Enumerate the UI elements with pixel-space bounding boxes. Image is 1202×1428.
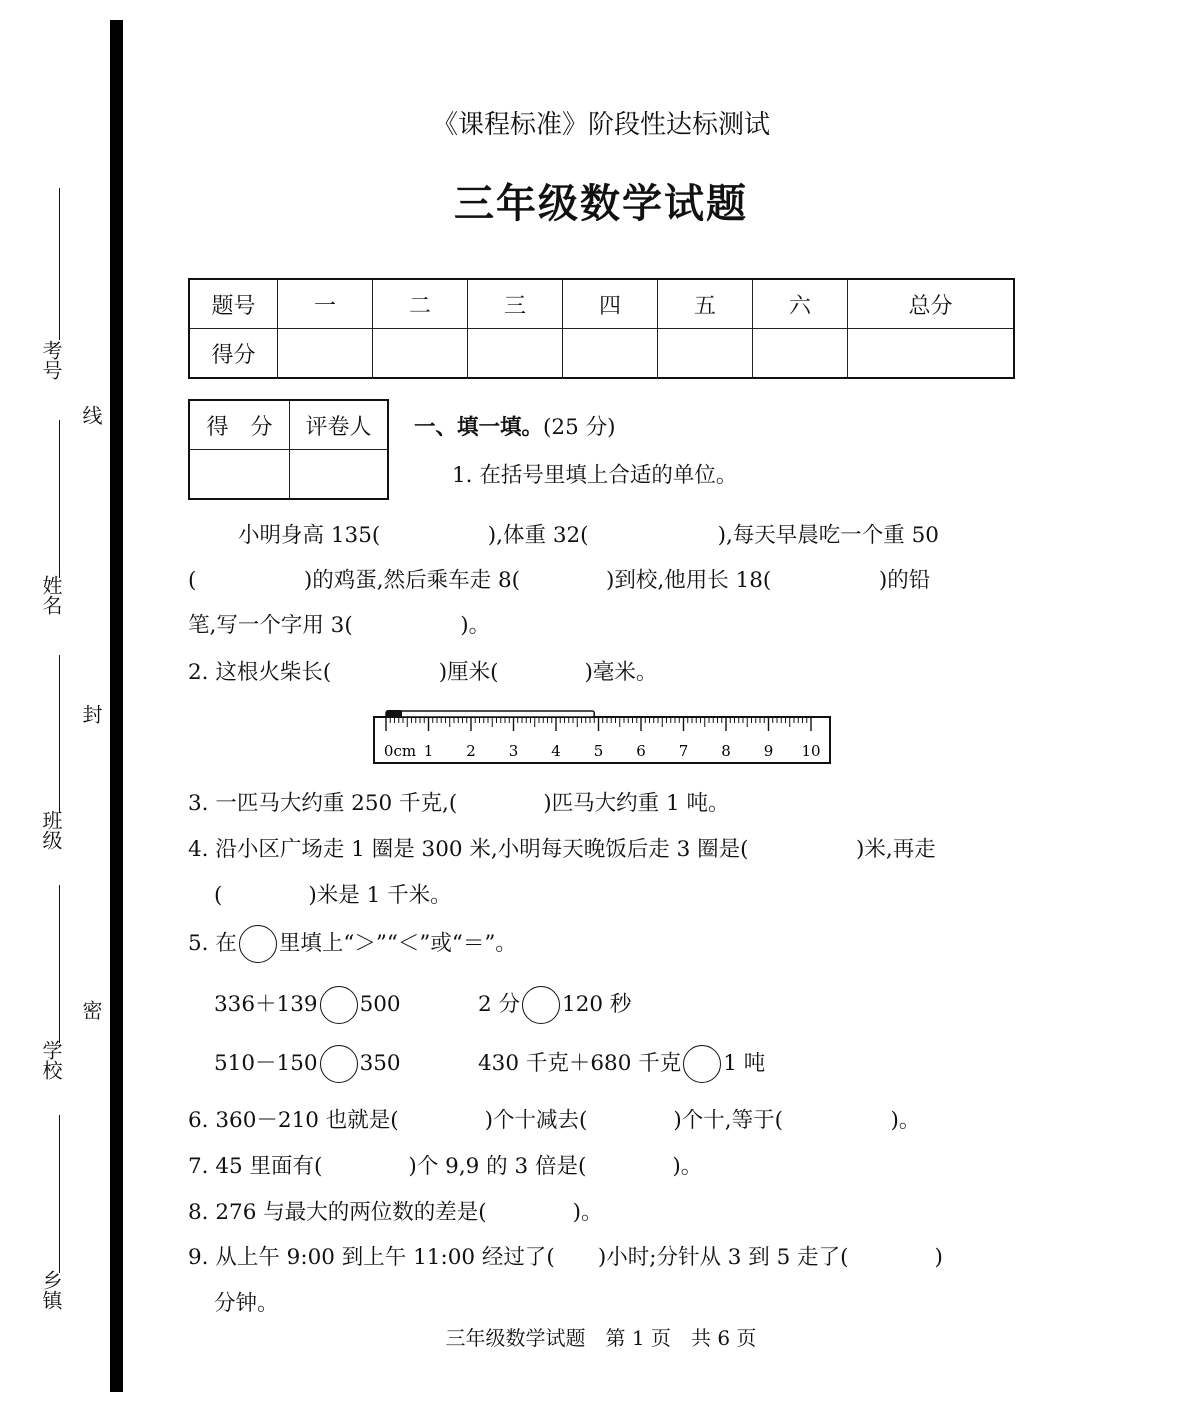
- name-line: [59, 420, 60, 578]
- score-cell-header: 三: [468, 279, 563, 329]
- question-1-line-2: ( )的鸡蛋,然后乘车走 8( )到校,他用长 18( )的铅: [188, 568, 931, 593]
- class-label: 班级: [39, 810, 63, 850]
- page-footer: 三年级数学试题 第 1 页 共 6 页: [445, 1326, 757, 1350]
- matchstick-head: [386, 710, 402, 718]
- compare-item-d: [478, 1045, 765, 1083]
- score-cell-header: 总分: [848, 279, 1015, 329]
- compare-item-a: [214, 986, 401, 1024]
- grader-name-blank[interactable]: [290, 450, 389, 500]
- ruler-label: 7: [678, 742, 689, 760]
- question-1-line-3: 笔,写一个字用 3( )。: [188, 613, 491, 638]
- question-3: 3. 一匹马大约重 250 千克,( )匹马大约重 1 吨。: [188, 791, 730, 816]
- compare-item-b: [478, 986, 631, 1024]
- score-cell-blank[interactable]: [563, 329, 658, 379]
- score-cell-blank[interactable]: [848, 329, 1015, 379]
- ruler-label: 3: [508, 742, 519, 760]
- question-1-line-1: 小明身高 135( ),体重 32( ),每天早晨吃一个重 50: [238, 523, 939, 548]
- exam-title: 三年级数学试题: [454, 180, 748, 227]
- question-4-line-1: 4. 沿小区广场走 1 圈是 300 米,小明每天晚饭后走 3 圈是( )米,再走: [188, 837, 936, 862]
- question-9-line-1: 9. 从上午 9:00 到上午 11:00 经过了( )小时;分针从 3 到 5 走了( ): [188, 1245, 943, 1270]
- class-line: [59, 655, 60, 813]
- exam-subtitle: 《课程标准》阶段性达标测试: [431, 110, 770, 140]
- compare-d-right: 1 吨: [723, 1051, 766, 1076]
- seal-mark-feng: 封: [79, 704, 103, 724]
- grader-score-header: 得 分: [189, 400, 290, 450]
- ruler-label: 5: [593, 742, 604, 760]
- compare-circle-d[interactable]: [683, 1045, 721, 1083]
- question-1-stem: 1. 在括号里填上合适的单位。: [452, 463, 738, 488]
- score-cell-blank[interactable]: [278, 329, 373, 379]
- compare-b-left: 2 分: [478, 992, 521, 1017]
- compare-a-left: 336＋139: [214, 992, 318, 1017]
- score-cell-blank[interactable]: [658, 329, 753, 379]
- score-cell-header: 一: [278, 279, 373, 329]
- score-cell-blank[interactable]: [753, 329, 848, 379]
- compare-a-right: 500: [359, 992, 401, 1017]
- score-cell-header: 题号: [189, 279, 278, 329]
- score-cell-blank[interactable]: [373, 329, 468, 379]
- town-line: [59, 1115, 60, 1273]
- circle-symbol: [239, 925, 277, 963]
- grader-score-blank[interactable]: [189, 450, 290, 500]
- grader-table: [188, 399, 389, 500]
- score-table: [188, 278, 1015, 379]
- score-cell-blank[interactable]: [468, 329, 563, 379]
- question-7: 7. 45 里面有( )个 9,9 的 3 倍是( )。: [188, 1154, 703, 1179]
- grader-name-header: 评卷人: [290, 400, 389, 450]
- question-9-line-2: 分钟。: [214, 1291, 279, 1316]
- score-table-score-row: [189, 329, 1014, 379]
- school-line: [59, 885, 60, 1043]
- question-8: 8. 276 与最大的两位数的差是( )。: [188, 1200, 603, 1225]
- town-label: 乡镇: [39, 1270, 63, 1310]
- seal-mark-mi: 密: [79, 1000, 103, 1020]
- seal-mark-xian: 线: [79, 405, 103, 425]
- compare-circle-a[interactable]: [320, 986, 358, 1024]
- ruler-label: 8: [721, 742, 731, 760]
- ruler-label: 10: [801, 742, 821, 760]
- score-table-header-row: [189, 279, 1014, 329]
- score-row-label: 得分: [189, 329, 278, 379]
- exam-number-label: 考号: [39, 340, 63, 380]
- section-heading: [414, 410, 615, 441]
- question-5-prefix: 5. 在: [188, 931, 237, 956]
- ruler-label: 9: [763, 742, 774, 760]
- ruler-label: 2: [466, 742, 476, 760]
- name-label: 姓名: [39, 575, 63, 615]
- ruler-label: 6: [636, 742, 646, 760]
- score-cell-header: 六: [753, 279, 848, 329]
- ruler-ticks: [386, 717, 811, 731]
- compare-circle-c[interactable]: [320, 1045, 358, 1083]
- question-4-line-2: ( )米是 1 千米。: [214, 883, 452, 908]
- school-label: 学校: [39, 1040, 63, 1080]
- ruler-labels: [384, 742, 821, 760]
- question-5-suffix: 里填上“＞”“＜”或“＝”。: [278, 931, 517, 956]
- matchstick: [386, 711, 594, 717]
- ruler-label: 0cm: [383, 742, 417, 760]
- section-points: (25 分): [543, 415, 616, 440]
- compare-c-right: 350: [359, 1051, 401, 1076]
- compare-d-left: 430 千克＋680 千克: [478, 1051, 682, 1076]
- score-cell-header: 五: [658, 279, 753, 329]
- ruler-label: 4: [551, 742, 561, 760]
- score-cell-header: 四: [563, 279, 658, 329]
- question-5-stem: [188, 925, 517, 963]
- question-2: 2. 这根火柴长( )厘米( )毫米。: [188, 660, 658, 685]
- compare-item-c: [214, 1045, 401, 1083]
- compare-c-left: 510－150: [214, 1051, 318, 1076]
- compare-circle-b[interactable]: [522, 986, 560, 1024]
- compare-b-right: 120 秒: [562, 992, 632, 1017]
- ruler-figure: [370, 708, 834, 768]
- score-cell-header: 二: [373, 279, 468, 329]
- section-title: 一、填一填。: [414, 415, 544, 440]
- ruler-label: 1: [423, 742, 434, 760]
- question-6: 6. 360－210 也就是( )个十减去( )个十,等于( )。: [188, 1108, 921, 1133]
